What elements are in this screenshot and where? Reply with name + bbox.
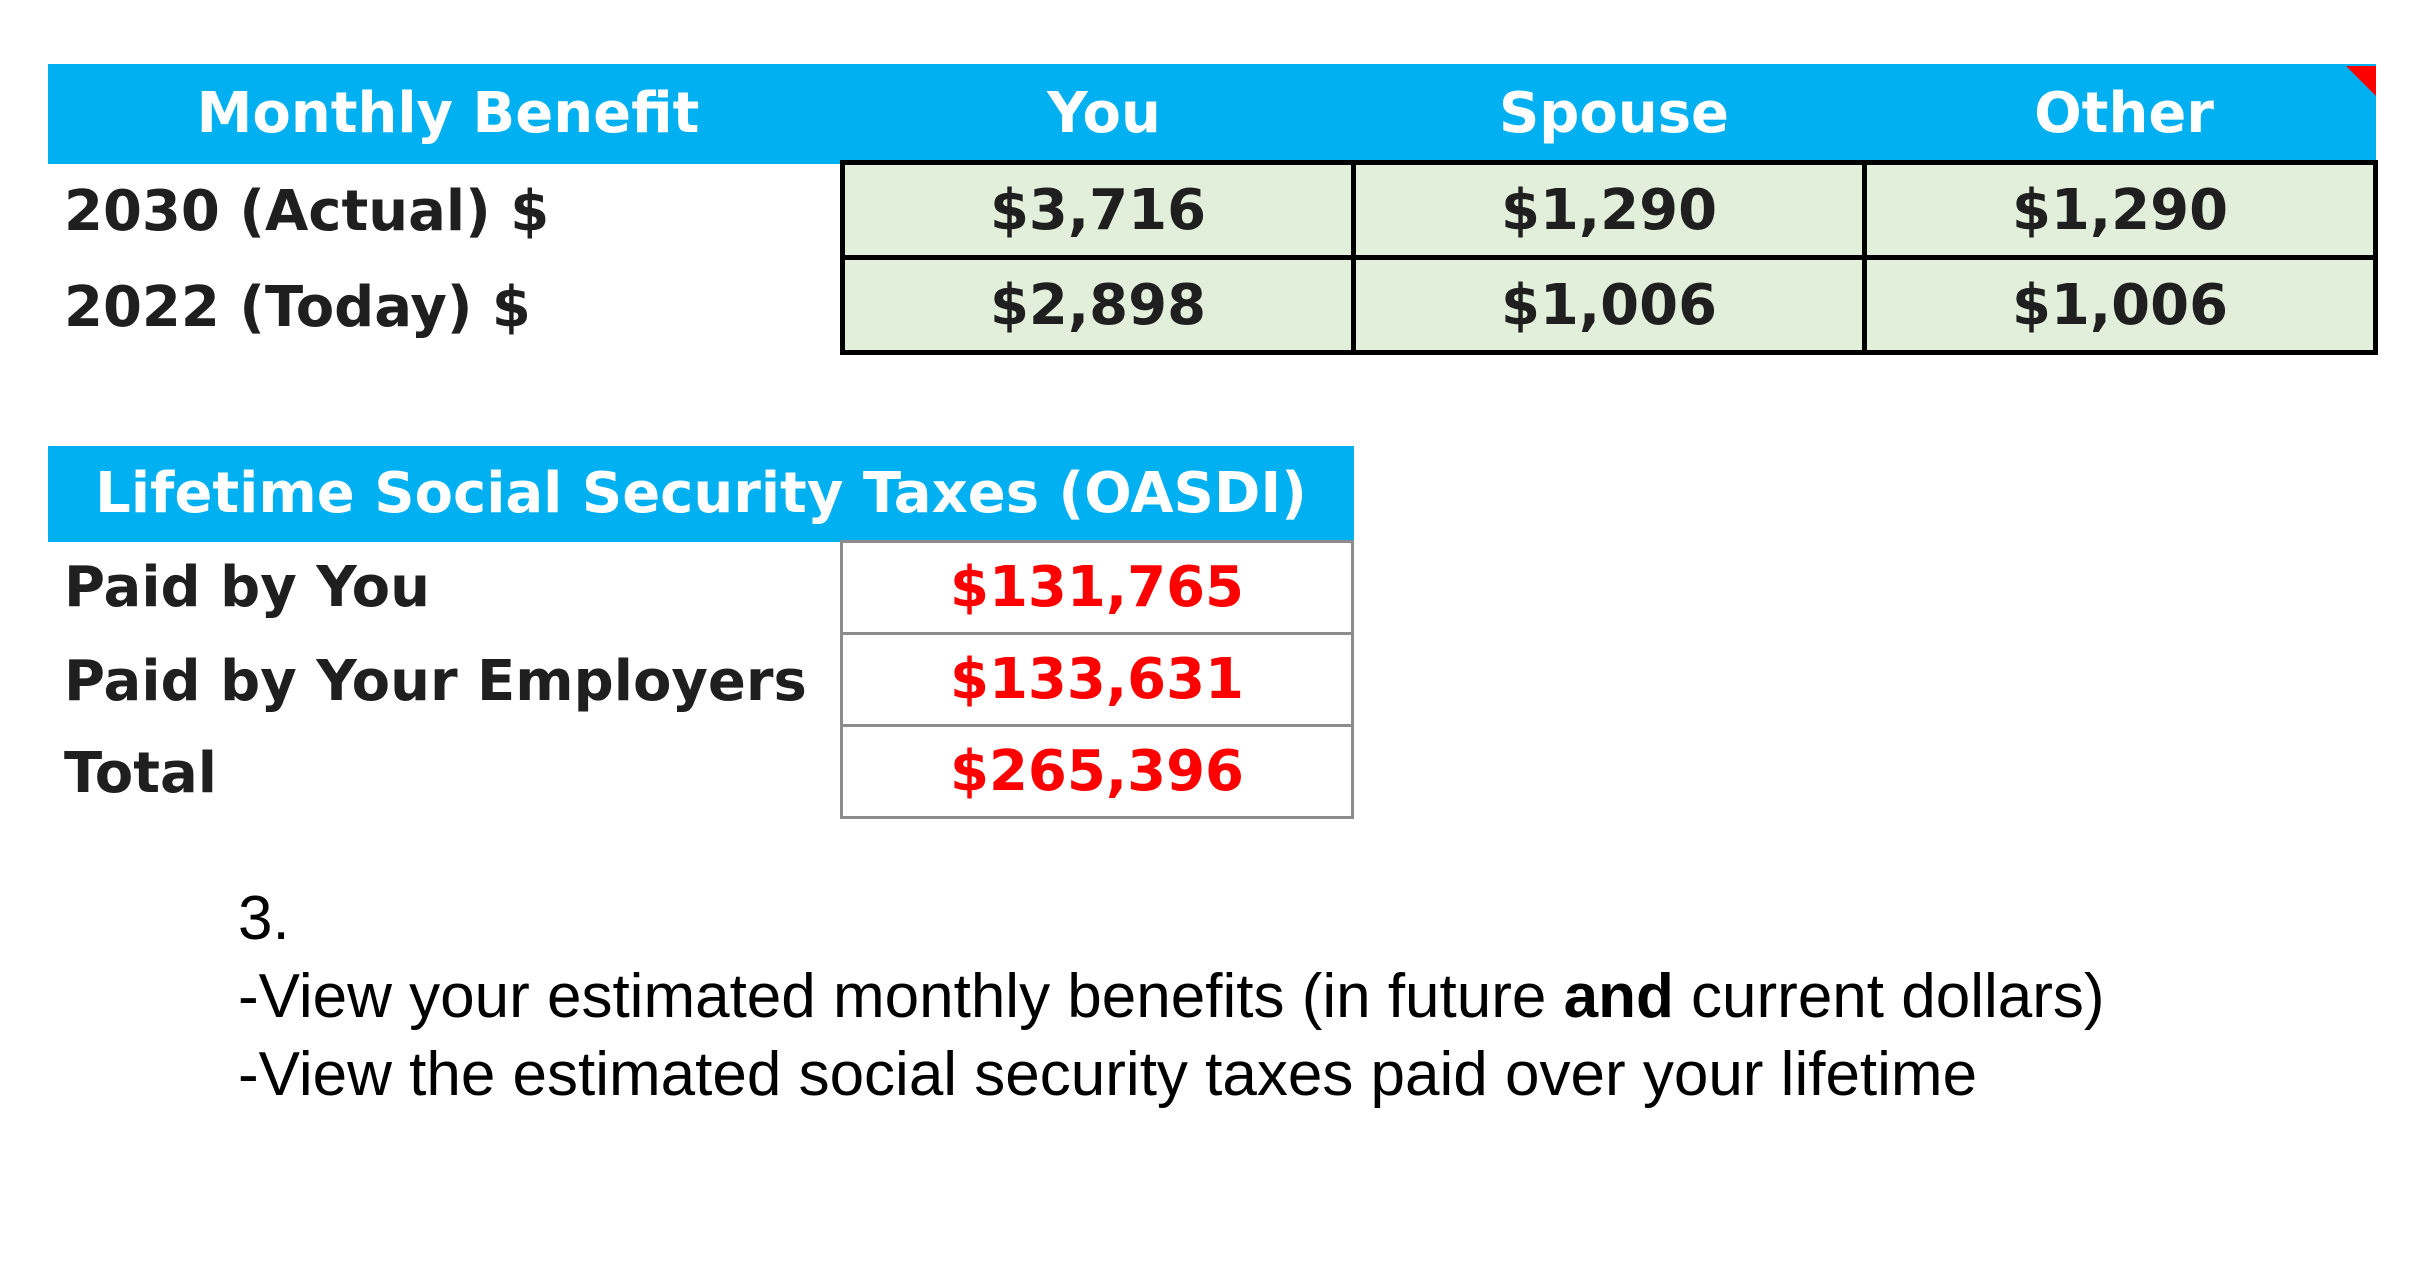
other-column-header: Other (2034, 81, 2214, 146)
instruction-line-1-start: -View your estimated monthly benefits (in future (238, 962, 1564, 1031)
tax-row-label-paid-by-you: Paid by You (64, 555, 430, 620)
tax-row-label-total: Total (64, 741, 217, 806)
instruction-line-1-end: current dollars) (1673, 962, 2105, 1031)
benefit-2022-other-cell[interactable]: $1,006 (1862, 255, 2378, 355)
benefit-row-label-2022: 2022 (Today) $ (64, 275, 531, 340)
benefit-2022-spouse-cell[interactable]: $1,006 (1351, 255, 1867, 355)
monthly-benefit-header: Monthly Benefit (196, 81, 700, 146)
benefit-2030-other-cell[interactable]: $1,290 (1862, 160, 2378, 260)
instruction-line-2: -View the estimated social security taxes paid over your lifetime (238, 1040, 1978, 1109)
benefit-row-label-2030: 2030 (Actual) $ (64, 179, 550, 244)
tax-paid-by-you-cell[interactable]: $131,765 (840, 540, 1354, 635)
benefit-2030-you-cell[interactable]: $3,716 (840, 160, 1356, 260)
you-column-header: You (1047, 81, 1161, 146)
instructions-text (238, 880, 2105, 1114)
instruction-line-1-bold: and (1563, 962, 1674, 1031)
tax-total-cell[interactable]: $265,396 (840, 724, 1354, 819)
benefit-2030-spouse-cell[interactable]: $1,290 (1351, 160, 1867, 260)
spouse-column-header: Spouse (1498, 81, 1730, 146)
tax-row-label-paid-by-employers: Paid by Your Employers (64, 649, 807, 714)
tax-paid-by-employers-cell[interactable]: $133,631 (840, 632, 1354, 727)
instruction-line-1 (238, 958, 2105, 1036)
lifetime-taxes-header: Lifetime Social Security Taxes (OASDI) (95, 461, 1307, 526)
benefit-2022-you-cell[interactable]: $2,898 (840, 255, 1356, 355)
step-number: 3. (238, 884, 290, 953)
